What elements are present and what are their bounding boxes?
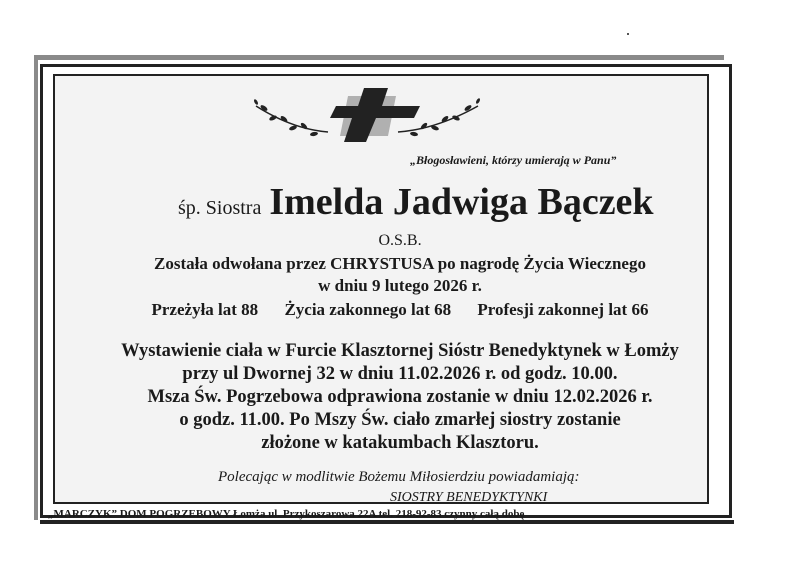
stat-age: Przeżyła lat 88 bbox=[151, 300, 259, 319]
death-announcement-line: Została odwołana przez CHRYSTUSA po nagrodę Życia Wiecznego bbox=[154, 254, 646, 273]
announcement-intro: Polecając w modlitwie Bożemu Miłosierdziu powiadamiają: bbox=[218, 469, 580, 485]
deceased-name: Imelda Jadwiga Bączek bbox=[269, 181, 654, 223]
religious-order: O.S.B. bbox=[378, 232, 422, 249]
funeral-home-footer: „MARCZYK” DOM POGRZEBOWY Łomża ul. Przykoszarowa 22A tel. 218-92-83 czynny całą dobę bbox=[48, 508, 525, 520]
detail-line: złożone w katakumbach Klasztoru. bbox=[261, 433, 539, 453]
scan-speck bbox=[627, 33, 629, 35]
detail-line: Wystawienie ciała w Furcie Klasztornej Sióstr Benedyktynek w Łomży bbox=[121, 341, 679, 361]
stat-religious-life: Życia zakonnego lat 68 bbox=[284, 300, 452, 319]
cross-ornament-icon bbox=[248, 84, 488, 146]
death-date-line: w dniu 9 lutego 2026 r. bbox=[318, 276, 482, 295]
detail-line: przy ul Dwornej 32 w dniu 11.02.2026 r. od godz. 10.00. bbox=[182, 364, 618, 384]
name-prefix: śp. Siostra bbox=[178, 197, 262, 219]
life-stats bbox=[0, 300, 800, 320]
stat-profession: Profesji zakonnej lat 66 bbox=[477, 300, 649, 319]
detail-line: Msza Św. Pogrzebowa odprawiona zostanie w dniu 12.02.2026 r. bbox=[147, 387, 653, 407]
footer-rule bbox=[40, 520, 734, 524]
deceased-name-line bbox=[178, 180, 654, 224]
detail-line: o godz. 11.00. Po Mszy Św. ciało zmarłej siostry zostanie bbox=[179, 410, 621, 430]
frame-shadow-top bbox=[34, 55, 724, 60]
signature: SIOSTRY BENEDYKTYNKI bbox=[390, 490, 548, 505]
bible-quote: „Błogosławieni, którzy umierają w Panu” bbox=[410, 153, 617, 167]
